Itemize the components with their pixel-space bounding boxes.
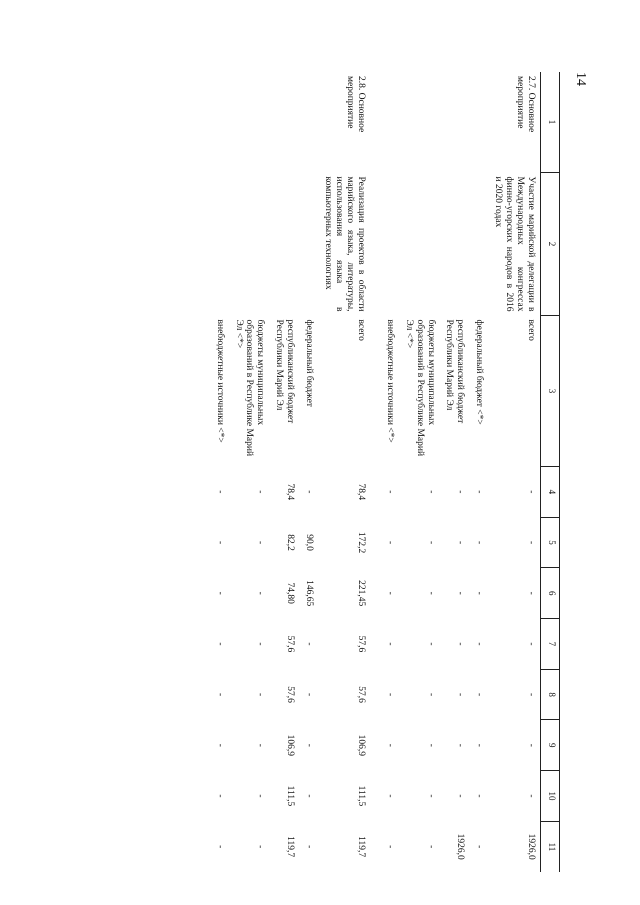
funding-source: республиканский бюджет Республики Марий Эл [274,319,296,424]
empty-cell [380,173,399,316]
value-cell: - [255,591,266,595]
funding-source: республиканский бюджет Республики Марий Эл [444,319,466,424]
funding-source: федеральный бюджет <*> [474,319,485,425]
value-cell: - [214,693,225,697]
funding-source: всего [355,319,366,341]
value-cell: - [214,743,225,747]
value-cell: 106,9 [355,734,366,756]
measure-label: 2.7. Основное мероприятие [515,76,536,133]
value-cell: 221,45 [355,580,366,607]
value-cell: - [474,490,485,494]
value-cell: - [425,591,436,595]
header-cell: 5 [541,517,560,568]
value-cell: 90,0 [304,534,315,551]
value-cell: - [384,693,395,697]
value-cell: - [526,490,536,494]
value-cell: - [214,591,225,595]
value-cell: - [304,490,315,494]
header-row [541,72,560,872]
value-cell: - [255,693,266,697]
value-cell: 111,5 [355,785,366,807]
value-cell: - [214,845,225,849]
value-cell: - [255,743,266,747]
value-cell: - [526,794,536,798]
value-cell: - [255,845,266,849]
value-cell: 78,4 [285,483,296,501]
value-cell: - [384,540,395,545]
budget-table [210,72,560,872]
value-cell: - [474,591,485,595]
value-cell: - [214,490,225,494]
value-cell: - [384,642,395,646]
header-cell: 3 [541,316,560,467]
value-cell: - [384,490,395,494]
value-cell: - [526,540,536,545]
funding-source: внебюджетные источники <*> [214,319,225,443]
header-cell: 4 [541,467,560,518]
value-cell: 57,6 [285,686,296,703]
value-cell: - [474,845,485,849]
measure-description: Реализация проектов в области марийского языка, литературы, использования языка в компьютерных технологиях [323,176,366,312]
value-cell: 119,7 [285,836,296,858]
table-row [318,72,380,872]
value-cell: - [425,794,436,798]
header-cell: 2 [541,173,560,316]
table-row [440,72,470,872]
value-cell: - [304,794,315,798]
header-cell: 6 [541,568,560,619]
empty-cell [299,72,318,173]
table-row [210,72,229,872]
value-cell: - [455,591,466,595]
page-number: 14 [573,72,588,86]
header-cell: 1 [541,72,560,173]
empty-cell [299,173,318,316]
value-cell: - [255,540,266,545]
empty-cell [380,72,399,173]
measure-description: Участие марийской делегации в Международных конгрессах финно-угорских народов в 2016 и 2020 годах [493,176,536,312]
value-cell: - [526,591,536,595]
header-cell: 9 [541,720,560,771]
value-cell: 106,9 [285,734,296,756]
value-cell: - [474,540,485,545]
value-cell: - [384,794,395,798]
table-row [299,72,318,872]
value-cell: - [384,845,395,849]
table-row [469,72,488,872]
value-cell: - [455,642,466,646]
value-cell: - [304,693,315,697]
funding-source: бюджеты муниципальных образований в Республике Марий Эл <*> [403,319,436,457]
value-cell: - [425,490,436,494]
value-cell: - [384,591,395,595]
header-cell: 10 [541,771,560,822]
value-cell: - [384,743,395,747]
empty-cell [269,173,299,316]
value-cell: - [255,490,266,494]
header-cell: 11 [541,821,560,872]
value-cell: - [455,743,466,747]
empty-cell [399,72,440,173]
value-cell: - [425,845,436,849]
value-cell: 119,7 [355,836,366,858]
value-cell: - [214,642,225,646]
empty-cell [440,72,470,173]
empty-cell [399,173,440,316]
header-cell: 7 [541,619,560,670]
value-cell: - [474,642,485,646]
value-cell: - [526,693,536,697]
value-cell: - [425,693,436,697]
value-cell: 57,6 [355,635,366,653]
value-cell: - [455,540,466,545]
funding-source: федеральный бюджет [304,319,315,407]
value-cell: - [425,540,436,545]
value-cell: 57,6 [285,635,296,653]
value-cell: 82,2 [285,534,296,551]
value-cell: 146,65 [304,580,315,607]
value-cell: 78,4 [355,483,366,501]
funding-source: всего [526,319,536,341]
measure-label: 2.8. Основное мероприятие [344,76,366,133]
value-cell: - [214,794,225,798]
empty-cell [229,72,270,173]
value-cell: 172,2 [355,531,366,554]
value-cell: 111,5 [285,785,296,807]
funding-source: внебюджетные источники <*> [384,319,395,443]
value-cell: 74,80 [285,582,296,604]
empty-cell [210,72,229,173]
empty-cell [210,173,229,316]
empty-cell [440,173,470,316]
table-body [210,72,541,872]
table-row [488,72,540,872]
value-cell: 1926,0 [455,833,466,860]
table-row [399,72,440,872]
value-cell: - [304,845,315,849]
value-cell: - [474,693,485,697]
value-cell: - [304,642,315,646]
value-cell: - [526,743,536,747]
table-row [380,72,399,872]
rotated-table-container [100,72,560,872]
value-cell: - [304,743,315,747]
funding-source: бюджеты муниципальных образований в Республике Марий Эл <*> [233,319,266,457]
value-cell: - [425,743,436,747]
empty-cell [469,72,488,173]
value-cell: - [474,743,485,747]
value-cell: - [255,642,266,646]
value-cell: - [526,642,536,646]
value-cell: - [455,490,466,494]
value-cell: - [214,540,225,545]
value-cell: - [455,794,466,798]
empty-cell [269,72,299,173]
value-cell: - [474,794,485,798]
value-cell: - [425,642,436,646]
value-cell: - [455,693,466,697]
empty-cell [469,173,488,316]
value-cell: 1926,0 [526,833,536,860]
value-cell: - [255,794,266,798]
table-row [269,72,299,872]
value-cell: 57,6 [355,686,366,703]
header-cell: 8 [541,669,560,720]
table-row [229,72,270,872]
empty-cell [229,173,270,316]
